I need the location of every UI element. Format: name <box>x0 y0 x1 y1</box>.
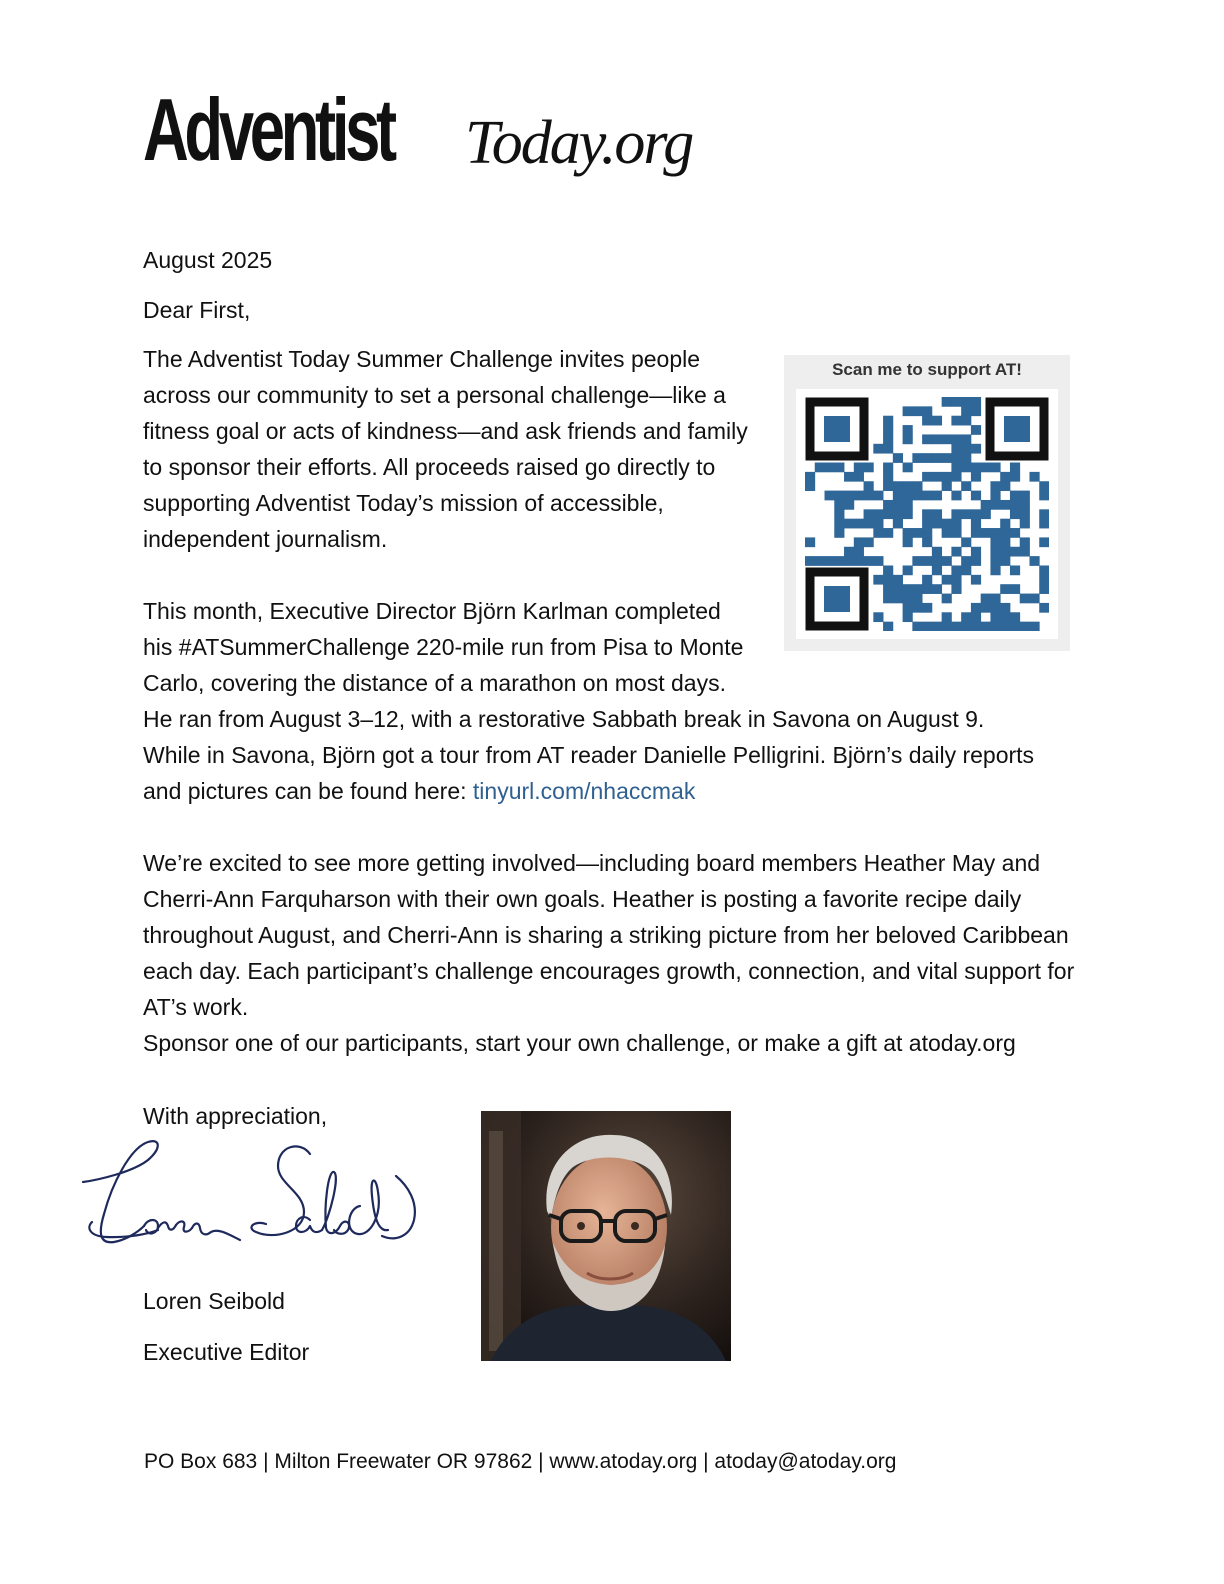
qr-module <box>951 444 961 454</box>
qr-module <box>961 509 971 519</box>
qr-module <box>1020 537 1030 547</box>
qr-module <box>834 519 844 529</box>
qr-module <box>971 463 981 473</box>
qr-module <box>961 406 971 416</box>
qr-module <box>805 472 815 482</box>
qr-module <box>903 406 913 416</box>
qr-module <box>1010 565 1020 575</box>
qr-module <box>893 500 903 510</box>
qr-module <box>825 556 835 566</box>
qr-module <box>1010 472 1020 482</box>
qr-module <box>864 509 874 519</box>
qr-module <box>1010 528 1020 538</box>
qr-module <box>805 556 815 566</box>
qr-module <box>961 556 971 566</box>
qr-module <box>971 556 981 566</box>
qr-module <box>951 434 961 444</box>
qr-module <box>1010 547 1020 557</box>
qr-module <box>893 575 903 585</box>
qr-module <box>951 519 961 529</box>
qr-module <box>912 528 922 538</box>
qr-module <box>1000 500 1010 510</box>
qr-module <box>942 481 952 491</box>
qr-module <box>951 547 961 557</box>
qr-module <box>942 556 952 566</box>
qr-module <box>922 575 932 585</box>
qr-module <box>932 416 942 426</box>
run-report-line-3: Carlo, covering the distance of a marathon on most days. <box>143 670 726 696</box>
qr-module <box>834 556 844 566</box>
qr-module <box>1010 463 1020 473</box>
qr-module <box>873 556 883 566</box>
qr-module <box>932 509 942 519</box>
closing: With appreciation, <box>143 1103 328 1129</box>
qr-module <box>883 444 893 454</box>
qr-module <box>864 537 874 547</box>
qr-module <box>922 416 932 426</box>
qr-module <box>844 491 854 501</box>
qr-module <box>805 481 815 491</box>
qr-module <box>990 537 1000 547</box>
qr-module <box>883 565 893 575</box>
qr-module <box>1039 537 1049 547</box>
qr-module <box>922 491 932 501</box>
qr-module <box>951 491 961 501</box>
qr-module <box>971 406 981 416</box>
qr-module <box>844 519 854 529</box>
qr-module <box>854 491 864 501</box>
qr-module <box>942 472 952 482</box>
qr-module <box>961 565 971 575</box>
qr-module <box>883 509 893 519</box>
qr-module <box>990 565 1000 575</box>
qr-module <box>961 434 971 444</box>
qr-module <box>854 537 864 547</box>
qr-module <box>1020 509 1030 519</box>
qr-module <box>1000 547 1010 557</box>
qr-module <box>961 397 971 407</box>
qr-module <box>951 575 961 585</box>
signer-title: Executive Editor <box>143 1339 310 1365</box>
qr-module <box>815 463 825 473</box>
qr-module <box>1039 565 1049 575</box>
qr-module <box>932 556 942 566</box>
qr-module <box>903 491 913 501</box>
qr-module <box>971 519 981 529</box>
qr-module <box>971 547 981 557</box>
qr-module <box>1039 519 1049 529</box>
qr-module <box>883 472 893 482</box>
qr-module <box>922 434 932 444</box>
qr-module <box>825 491 835 501</box>
qr-module <box>864 481 874 491</box>
qr-module <box>990 463 1000 473</box>
qr-module <box>942 434 952 444</box>
qr-module <box>971 444 981 454</box>
qr-module <box>854 519 864 529</box>
qr-module <box>1020 500 1030 510</box>
qr-module <box>893 481 903 491</box>
qr-module <box>971 425 981 435</box>
qr-module <box>922 453 932 463</box>
qr-module <box>883 416 893 426</box>
qr-module <box>990 556 1000 566</box>
qr-module <box>971 491 981 501</box>
qr-module <box>932 519 942 529</box>
reports-link[interactable]: tinyurl.com/nhaccmak <box>472 778 696 804</box>
signature <box>78 1136 423 1261</box>
qr-module <box>961 416 971 426</box>
qr-module <box>883 575 893 585</box>
qr-module <box>864 519 874 529</box>
qr-module <box>951 472 961 482</box>
qr-module <box>873 444 883 454</box>
qr-module <box>951 416 961 426</box>
qr-module <box>854 472 864 482</box>
run-report-line-6: and pictures can be found here: <box>143 778 473 804</box>
qr-module <box>971 575 981 585</box>
qr-module <box>912 406 922 416</box>
qr-module <box>951 565 961 575</box>
qr-module <box>893 519 903 529</box>
qr-module <box>922 528 932 538</box>
qr-module <box>825 463 835 473</box>
qr-module <box>922 472 932 482</box>
qr-module <box>834 500 844 510</box>
qr-module <box>922 556 932 566</box>
qr-module <box>942 397 952 407</box>
qr-module <box>990 500 1000 510</box>
participants-text: We’re excited to see more getting involved—including board members Heather May and Cherri-Ann Farquharson with their own goals. Heather is posting a favorite recipe daily throughout August, and Cherri-Ann is sharing a striking picture from her beloved Caribbean each day. Each participant’s challenge encourages growth, connection, and vital support for AT’s work. <box>143 850 1075 1020</box>
qr-module <box>834 463 844 473</box>
qr-module <box>893 509 903 519</box>
qr-module <box>912 491 922 501</box>
salutation: Dear First, <box>143 297 251 323</box>
qr-module <box>1039 575 1049 585</box>
qr-module <box>903 463 913 473</box>
qr-module <box>932 491 942 501</box>
qr-module <box>961 444 971 454</box>
qr-module <box>971 509 981 519</box>
qr-module <box>883 463 893 473</box>
qr-module <box>854 463 864 473</box>
logo-main-text: Adventist <box>143 80 393 179</box>
qr-module <box>834 509 844 519</box>
qr-module <box>961 453 971 463</box>
run-report-line-5: While in Savona, Björn got a tour from AT reader Danielle Pelligrini. Björn’s daily reports <box>143 742 1035 768</box>
qr-module <box>912 556 922 566</box>
qr-module <box>1039 491 1049 501</box>
qr-module <box>922 509 932 519</box>
qr-module <box>883 500 893 510</box>
qr-module <box>873 519 883 529</box>
qr-module <box>922 519 932 529</box>
qr-module <box>990 481 1000 491</box>
qr-module <box>961 463 971 473</box>
qr-module <box>873 528 883 538</box>
qr-module <box>961 537 971 547</box>
qr-module <box>932 565 942 575</box>
logo-sub-text: Today.org <box>465 109 693 177</box>
run-report-line-2: his #ATSummerChallenge 220-mile run from Pisa to Monte <box>143 634 744 660</box>
qr-module <box>932 434 942 444</box>
qr-module <box>844 556 854 566</box>
signer-name: Loren Seibold <box>143 1288 285 1314</box>
qr-module <box>971 397 981 407</box>
qr-module <box>854 556 864 566</box>
qr-module <box>942 453 952 463</box>
qr-module <box>1039 481 1049 491</box>
qr-module <box>864 491 874 501</box>
qr-module <box>1000 472 1010 482</box>
paragraph-intro: The Adventist Today Summer Challenge invites people across our community to set a personal challenge—like a fitness goal or acts of kindness—and ask friends and family to sponsor their efforts. All proceeds raised go directly to supporting Adventist Today’s mission of accessible, independent journalism. <box>143 346 748 552</box>
qr-module <box>942 528 952 538</box>
qr-module <box>815 556 825 566</box>
qr-module <box>1020 491 1030 501</box>
qr-module <box>883 434 893 444</box>
qr-module <box>1010 500 1020 510</box>
qr-module <box>883 425 893 435</box>
qr-module <box>903 481 913 491</box>
qr-module <box>961 481 971 491</box>
qr-module <box>1000 519 1010 529</box>
qr-module <box>883 528 893 538</box>
qr-module <box>1000 528 1010 538</box>
qr-module <box>932 547 942 557</box>
qr-module <box>903 528 913 538</box>
qr-module <box>922 406 932 416</box>
letter-date: August 2025 <box>143 247 273 273</box>
portrait-photo <box>481 1111 731 1361</box>
qr-caption: Scan me to support AT! <box>832 360 1022 379</box>
qr-module <box>834 528 844 538</box>
qr-module <box>864 463 874 473</box>
qr-module <box>981 463 991 473</box>
qr-module <box>873 491 883 501</box>
qr-module <box>864 556 874 566</box>
qr-module <box>990 528 1000 538</box>
qr-module <box>990 547 1000 557</box>
qr-module <box>1010 509 1020 519</box>
qr-module <box>932 472 942 482</box>
qr-module <box>1020 519 1030 529</box>
qr-module <box>951 528 961 538</box>
qr-module <box>903 500 913 510</box>
qr-module <box>903 425 913 435</box>
paragraph-run-report <box>143 593 1083 809</box>
qr-module <box>1000 556 1010 566</box>
adventist-today-logo <box>143 80 693 180</box>
qr-module <box>951 453 961 463</box>
qr-module <box>951 509 961 519</box>
qr-module <box>932 453 942 463</box>
qr-module <box>893 491 903 501</box>
run-report-line-1: This month, Executive Director Björn Karlman completed <box>143 598 721 624</box>
qr-module <box>1029 472 1039 482</box>
run-report-line-4: He ran from August 3–12, with a restorative Sabbath break in Savona on August 9. <box>143 706 985 732</box>
qr-module <box>903 537 913 547</box>
qr-module <box>971 472 981 482</box>
qr-module <box>1029 556 1039 566</box>
qr-module <box>1000 481 1010 491</box>
qr-module <box>1000 537 1010 547</box>
qr-module <box>844 500 854 510</box>
qr-module <box>854 547 864 557</box>
qr-module <box>873 509 883 519</box>
qr-module <box>971 528 981 538</box>
qr-module <box>893 453 903 463</box>
call-to-action: Sponsor one of our participants, start your own challenge, or make a gift at atoday.org <box>143 1030 1016 1056</box>
footer-contact: PO Box 683 | Milton Freewater OR 97862 | www.atoday.org | atoday@atoday.org <box>144 1450 897 1473</box>
qr-module <box>873 575 883 585</box>
qr-module <box>912 481 922 491</box>
qr-module <box>1039 509 1049 519</box>
qr-module <box>834 491 844 501</box>
qr-module <box>981 509 991 519</box>
paragraph-participants <box>143 845 1083 1061</box>
qr-module <box>1020 547 1030 557</box>
qr-module <box>912 453 922 463</box>
qr-module <box>981 500 991 510</box>
qr-module <box>990 491 1000 501</box>
qr-module <box>903 565 913 575</box>
qr-module <box>903 434 913 444</box>
qr-module <box>883 481 893 491</box>
qr-module <box>805 537 815 547</box>
qr-module <box>1010 491 1020 501</box>
qr-module <box>951 397 961 407</box>
qr-module <box>981 528 991 538</box>
qr-module <box>942 519 952 529</box>
qr-module <box>942 575 952 585</box>
qr-module <box>922 537 932 547</box>
qr-module <box>844 472 854 482</box>
qr-module <box>844 547 854 557</box>
qr-module <box>903 509 913 519</box>
qr-module <box>951 463 961 473</box>
